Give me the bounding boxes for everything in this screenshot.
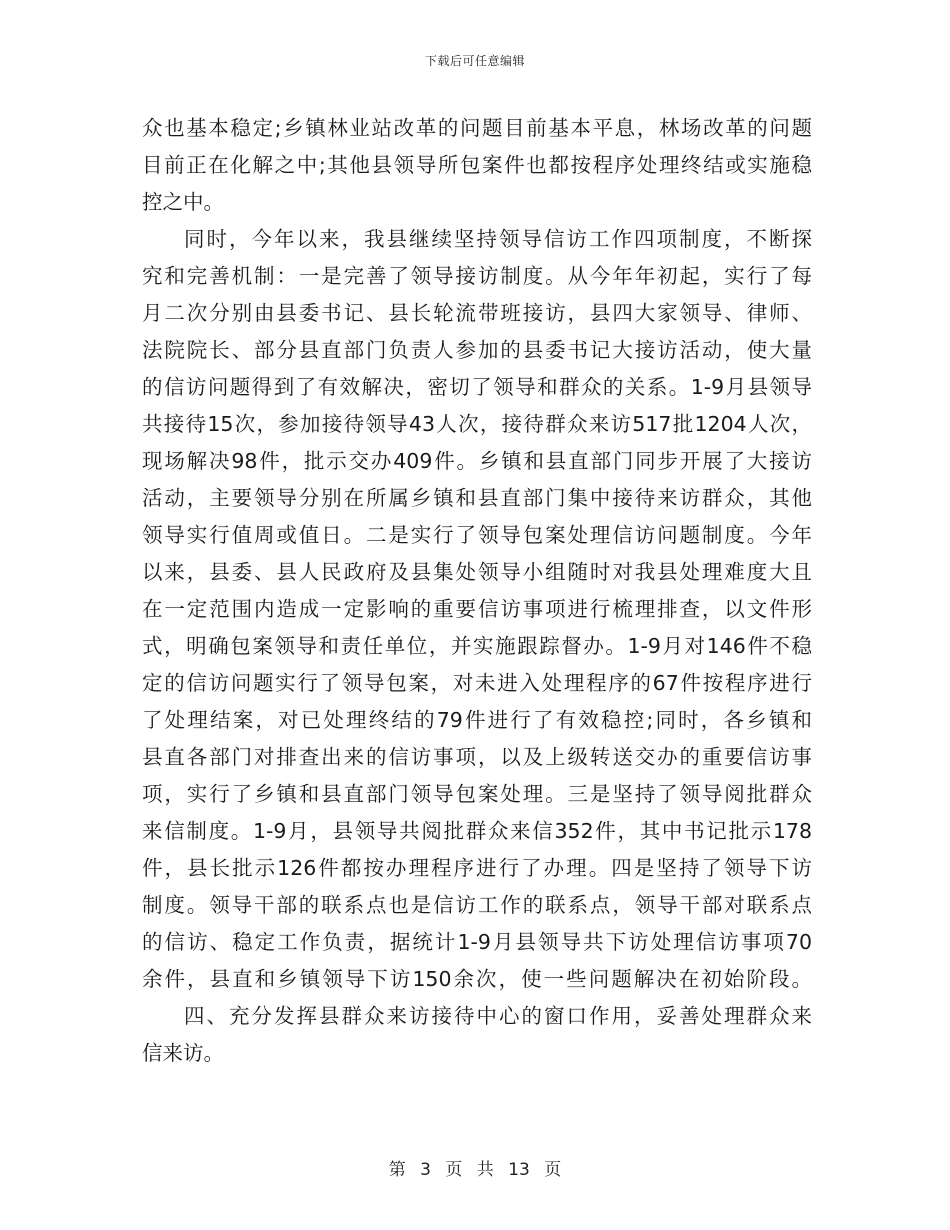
text-line: 目前正在化解之中;其他县领导所包案件也都按程序处理终结或实施稳 xyxy=(142,153,812,177)
text-line: 制度。领导干部的联系点也是信访工作的联系点，领导干部对联系点 xyxy=(142,893,812,917)
page-number-footer: 第 3 页 共 13 页 xyxy=(388,1160,562,1180)
text-line: 件，县长批示126件都按办理程序进行了办理。四是坚持了领导下访 xyxy=(142,856,812,880)
text-line: 来信制度。1-9月，县领导共阅批群众来信352件，其中书记批示178 xyxy=(142,819,812,843)
text-line: 以来，县委、县人民政府及县集处领导小组随时对我县处理难度大且 xyxy=(142,560,812,584)
text-line: 的信访问题得到了有效解决，密切了领导和群众的关系。1-9月县领导 xyxy=(142,375,812,399)
text-line: 活动，主要领导分别在所属乡镇和县直部门集中接待来访群众，其他 xyxy=(142,486,812,510)
text-line: 究和完善机制：一是完善了领导接访制度。从今年年初起，实行了每 xyxy=(142,264,812,288)
page-header: 下载后可任意编辑 xyxy=(424,54,525,68)
text-line: 在一定范围内造成一定影响的重要信访事项进行梳理排查，以文件形 xyxy=(142,597,812,621)
text-line: 法院院长、部分县直部门负责人参加的县委书记大接访活动，使大量 xyxy=(142,338,812,362)
text-line: 余件，县直和乡镇领导下访150余次，使一些问题解决在初始阶段。 xyxy=(142,967,812,991)
paragraph-first-line: 同时，今年以来，我县继续坚持领导信访工作四项制度，不断探 xyxy=(184,227,812,251)
text-line: 共接待15次，参加接待领导43人次，接待群众来访517批1204人次， xyxy=(142,412,812,436)
text-line: 领导实行值周或值日。二是实行了领导包案处理信访问题制度。今年 xyxy=(142,523,812,547)
text-line: 项，实行了乡镇和县直部门领导包案处理。三是坚持了领导阅批群众 xyxy=(142,782,812,806)
text-line: 县直各部门对排查出来的信访事项，以及上级转送交办的重要信访事 xyxy=(142,745,812,769)
text-line: 了处理结案，对已处理终结的79件进行了有效稳控;同时，各乡镇和 xyxy=(142,708,812,732)
section-heading-line: 四、充分发挥县群众来访接待中心的窗口作用，妥善处理群众来 xyxy=(184,1004,812,1028)
text-line: 的信访、稳定工作负责，据统计1-9月县领导共下访处理信访事项70 xyxy=(142,930,812,954)
document-body xyxy=(142,110,812,1072)
text-line: 控之中。 xyxy=(142,190,224,214)
text-line: 定的信访问题实行了领导包案，对未进入处理程序的67件按程序进行 xyxy=(142,671,812,695)
text-line: 月二次分别由县委书记、县长轮流带班接访，县四大家领导、律师、 xyxy=(142,301,812,325)
text-line: 现场解决98件，批示交办409件。乡镇和县直部门同步开展了大接访 xyxy=(142,449,812,473)
text-line: 众也基本稳定;乡镇林业站改革的问题目前基本平息，林场改革的问题 xyxy=(142,116,812,140)
text-line: 信来访。 xyxy=(142,1041,224,1065)
text-line: 式，明确包案领导和责任单位，并实施跟踪督办。1-9月对146件不稳 xyxy=(142,634,812,658)
